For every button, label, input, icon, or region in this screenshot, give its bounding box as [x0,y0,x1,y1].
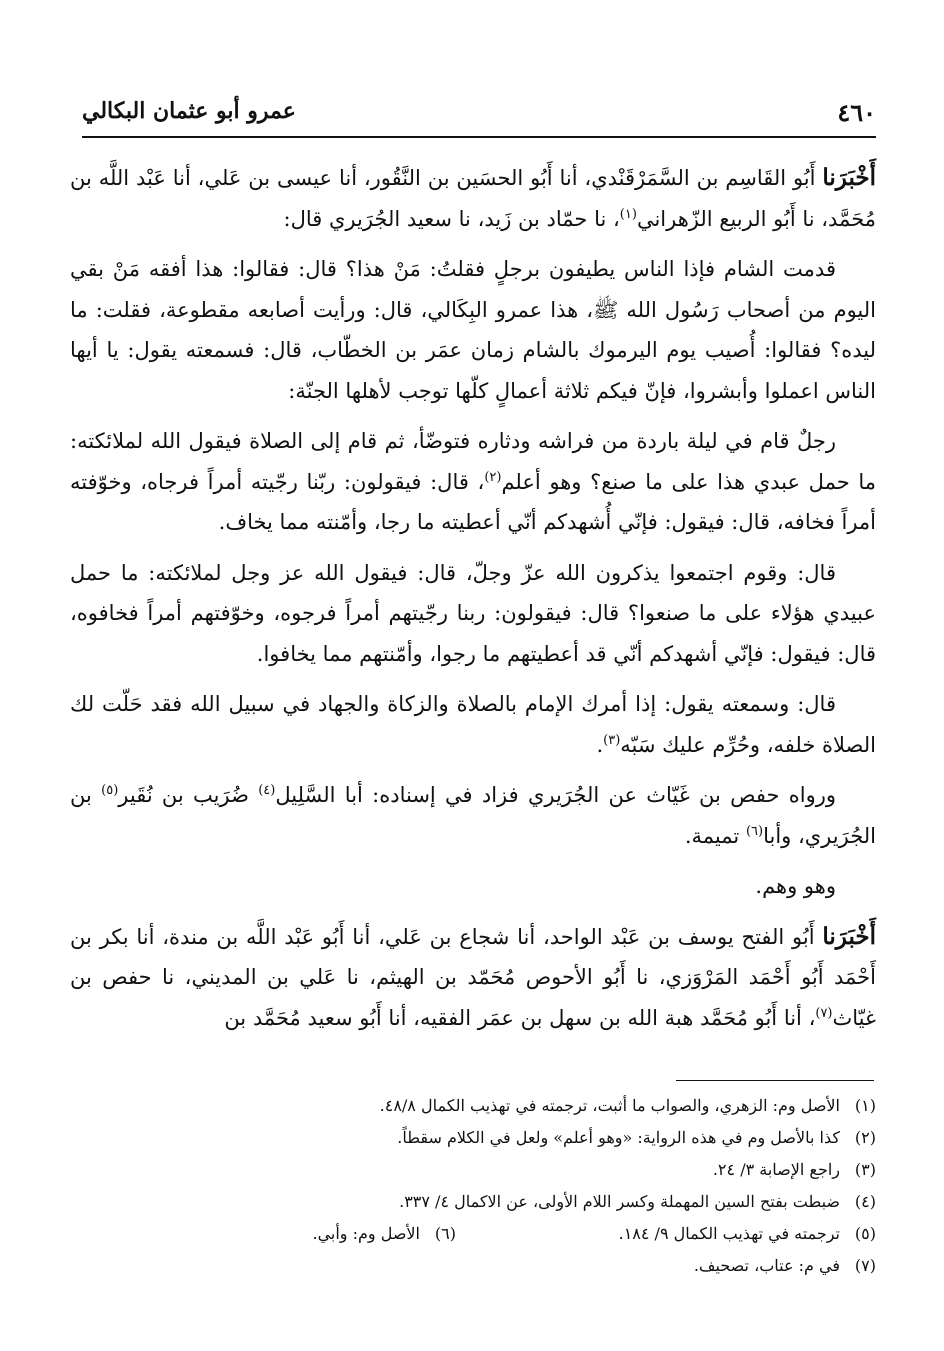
running-title: عمرو أبو عثمان البكالي [82,98,296,124]
footnote-6 [312,1218,456,1250]
page-header [82,92,876,138]
paragraph-8 [70,917,876,1039]
paragraph-5 [70,684,876,765]
footnote-ref-7[interactable]: (٧) [815,1005,833,1021]
footnote-3 [90,1154,876,1186]
footnote-7 [90,1250,876,1282]
footnote-text: راجع الإصابة ٣/ ٢٤. [712,1160,840,1179]
paragraph-1 [70,158,876,239]
paragraph-tail: . [596,732,604,757]
paragraph-text: ورواه حفص بن غَيّاث عن الجُرَيري فزاد في إسناده: أبا السَّلِيل [275,783,837,807]
paragraph-text: أَبُو الفتح يوسف بن عَبْد الواحد، أنا شجاع بن عَلي، أنا أَبُو عَبْد اللَّه بن مندة، أنا بكر بن أَحْمَد أَبُو أَحْمَد المَرْوَزي، نا أَبُو الأحوص مُحَمّد بن الهيثم، نا عَلي بن المديني، نا حفص بن غيّاث [70,924,876,1030]
paragraph-tail-2: تميمة. [684,823,746,848]
footnote-text: كذا بالأصل وم في هذه الرواية: «وهو أعلم» ولعل في الكلام سقطاً. [397,1128,840,1147]
page-number: ٤٦٠ [837,98,876,127]
footnote-ref-2[interactable]: (٢) [484,469,502,485]
footnote-text: ضبطت بفتح السين المهملة وكسر اللام الأولى، عن الاكمال ٤/ ٣٣٧. [399,1192,840,1211]
footnote-5 [596,1218,876,1250]
paragraph-mid: ضُرَيب بن نُقَير [118,783,259,807]
footnotes [90,1090,876,1282]
footnote-number: (٧) [854,1256,876,1275]
footnote-text: الأصل وم: وأبي. [312,1224,420,1243]
footnote-text: في م: عتاب، تصحيف. [693,1256,840,1275]
footnote-number: (٦) [434,1224,456,1243]
paragraph-text: قدمت الشام فإذا الناس يطيفون برجلٍ فقلتُ: مَنْ هذا؟ قال: فقالوا: هذا أفقه مَنْ بقي اليوم من أصحاب رَسُول الله ﷺ، هذا عمرو البِكَالي، قال: ورأيت أصابعه مقطوعة، فقلت: ما ليده؟ فقالوا: أُصيب يوم اليرموك بالشام زمان عمَر بن الخطّاب، قال: فسمعته يقول: يا أيها الناس اعملوا وأبشروا، فإنّ فيكم ثلاثة أعمالٍ كلّها توجب لأهلها الجنّة: [70,257,876,403]
paragraph-7 [70,866,876,907]
akhbarana-lead: أَخْبَرَنا [822,922,876,950]
paragraph-tail: ، أنا أَبُو مُحَمَّد هبة الله بن سهل بن عمَر الفقيه، أنا أَبُو سعيد مُحَمَّد بن [224,1005,816,1030]
footnote-number: (٣) [854,1160,876,1179]
footnote-number: (٥) [854,1224,876,1243]
footnote-number: (١) [854,1096,876,1115]
paragraph-text: قال: وقوم اجتمعوا يذكرون الله عزّ وجلّ، قال: فيقول الله عز وجل لملائكته: ما حمل عبيدي هؤلاء على ما صنعوا؟ قال: فيقولون: ربنا رجّيتهم أمراً فرجوه، وخوّفتهم أمراً فخافوه، قال: فيقول: فإنّي أشهدكم أنّي قد أعطيتهم ما رجوا، وأمّنتهم مما يخافوا. [70,560,876,666]
footnote-1 [90,1090,876,1122]
paragraph-text: وهو وهم. [755,874,836,898]
paragraph-tail: ، نا حمّاد بن زَيد، نا سعيد الجُرَيري قال: [283,206,620,231]
paragraph-2 [70,249,876,411]
paragraph-4 [70,553,876,675]
paragraph-3 [70,421,876,543]
paragraph-tail: ، قال: فيقولون: ربّنا رجّيته أمراً فرجاه، وخوّفته أمراً فخافه، قال: فيقول: فإنّي أُشهدكم أنّي أعطيته ما رجا، وأمّنته مما يخاف. [70,469,876,534]
footnote-text: الأصل وم: الزهري، والصواب ما أثبت، ترجمته في تهذيب الكمال ٤٨/٨. [379,1096,840,1115]
footnote-2 [90,1122,876,1154]
footnote-ref-3[interactable]: (٣) [603,732,621,748]
footnote-row [90,1218,876,1250]
paragraph-6 [70,775,876,856]
footnote-ref-6[interactable]: (٦) [745,823,764,839]
footnote-number: (٢) [854,1128,876,1147]
footnote-ref-4[interactable]: (٤) [258,783,276,798]
footnote-ref-1[interactable]: (١) [619,206,637,222]
footnote-number: (٤) [854,1192,876,1211]
paragraph-tail: بن الجُرَيري، وأبا [70,783,876,848]
paragraph-text: قال: وسمعته يقول: إذا أمرك الإمام بالصلاة والزكاة والجهاد في سبيل الله فقد حَلّت لك الصلاة خلفه، وحُرِّم عليك سَبّه [70,692,876,757]
footnote-4 [90,1186,876,1218]
footnote-divider [676,1080,874,1081]
paragraph-text: رجلٌ قام في ليلة باردة من فراشه ودثاره فتوضّأ، ثم قام إلى الصلاة فيقول الله لملائكته: ما حمل عبدي هذا على ما صنع؟ وهو أعلم [70,429,876,494]
paragraph-text: أَبُو القَاسِم بن السَّمَرْقَنْدي، أنا أَبُو الحسَين بن النَّقُور، أنا عيسى بن عَلي، أنا عَبْد اللَّه بن مُحَمَّد، نا أَبُو الربيع الزّهراني [70,166,876,231]
akhbarana-lead: أَخْبَرَنا [822,164,876,191]
footnote-text: ترجمته في تهذيب الكمال ٩/ ١٨٤. [618,1224,840,1243]
footnote-ref-5[interactable]: (٥) [101,783,119,798]
main-text [70,158,876,1048]
